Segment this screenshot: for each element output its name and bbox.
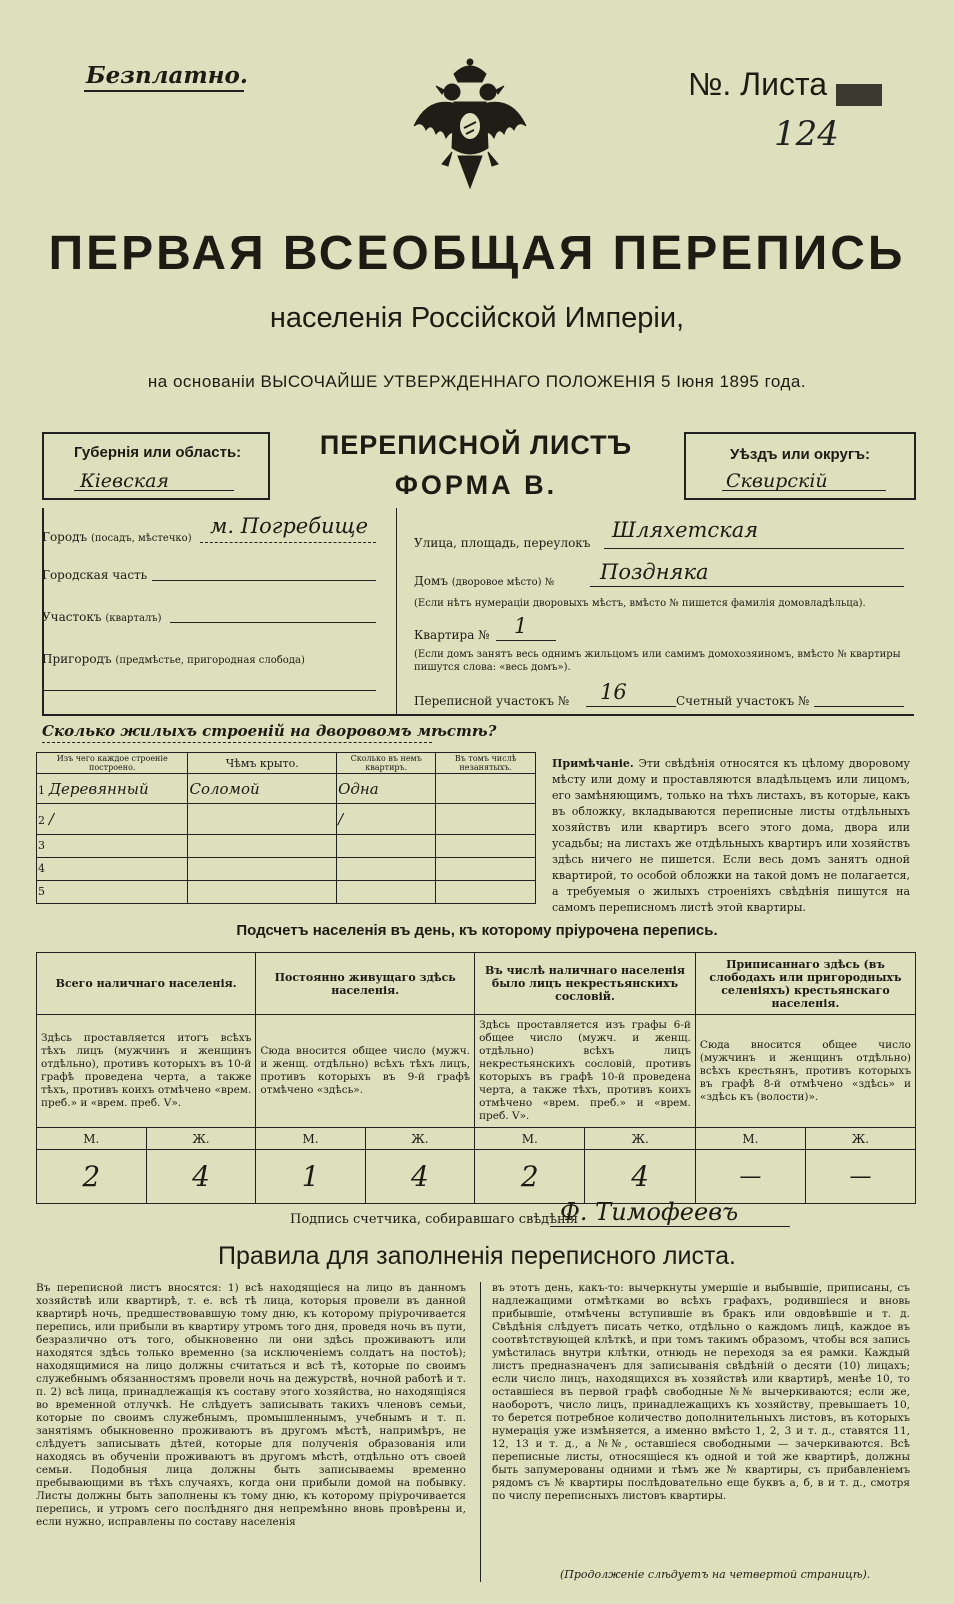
province-box xyxy=(42,432,270,500)
count-col1-title: Всего наличнаго населенія. xyxy=(37,953,256,1015)
count-col1-m: 2 xyxy=(37,1150,147,1204)
province-value: Кіевская xyxy=(80,470,169,492)
cell-roof: Соломой xyxy=(188,774,337,804)
district-box xyxy=(684,432,916,500)
precinct-label: Участокъ xyxy=(42,610,102,624)
f-label: Ж. xyxy=(146,1128,256,1150)
buildings-note xyxy=(552,756,910,916)
rules-title: Правила для заполненія переписного листа. xyxy=(218,1242,736,1270)
census-main-title: ПЕРВАЯ ВСЕОБЩАЯ ПЕРЕПИСЬ xyxy=(48,227,906,280)
count-col4-m: — xyxy=(695,1150,805,1204)
rules-right-column: въ этотъ день, какъ-то: вычеркнуты умершіе и выбывшіе, приписаны, съ надлежащими отмѣтками во всѣхъ графахъ, родившіеся и вновь прибывшіе, отмѣчены вступившіе въ бракъ или овдовѣвшіе и т. д. Свѣдѣнія слѣдуетъ писать четко, отдѣльно о каждомъ лицѣ, каждое въ соотвѣтствующей клѣткѣ, и при томъ такимъ образомъ, чтобы вся запись умѣстилась внутри клѣтки, отнюдь не переходя за ея рамки. Каждый листъ предназначенъ для записыванія свѣдѣній о десяти (10) лицахъ; если число лицъ, находящихся въ хозяйствѣ или квартирѣ, менѣе 10, то оставшіеся въ первой графѣ свободные №№ вычеркиваются; если же, наоборотъ, число лицъ, принадлежащихъ къ хозяйству, превышаетъ 10, то берется потребное количество дополнительныхъ листовъ, въ которыхъ нумерація уже измѣняется, а именно вмѣсто 1, 2, 3 и т. д., ставятся 11, 12, 13 и т. д., а №№, оставшіеся свободными — зачеркиваются. Всѣ переписные листы, относящіеся къ одной и той же квартирѣ, должны быть запумерованы одними и тѣмъ же № квартиры, съ прибавленіемъ рядомъ съ № квартиры послѣдовательно еще буквъ а, б, в и т. д., смотря по числу переписныхъ листовъ квартиры. xyxy=(492,1282,910,1502)
sheet-number-value: 124 xyxy=(774,114,839,154)
city-note: (посадъ, мѣстечко) xyxy=(90,533,192,544)
cell-apartments: Одна xyxy=(337,774,436,804)
cell-vacant xyxy=(436,774,536,804)
form-label: ФОРМА В. xyxy=(394,470,558,500)
apartment-label: Квартира № xyxy=(414,628,490,642)
city-label: Городъ xyxy=(42,530,88,544)
double-headed-eagle-icon xyxy=(408,56,532,196)
count-col3-desc: Здѣсь проставляется изъ графы 6-й общее число (мужч. и женщ. отдѣльно) всѣхъ лицъ некрестьянскихъ сословій, противъ которыхъ въ графѣ 10-й проведена черта, а также тѣхъ, противъ коихъ отмѣчено «врем. преб.» и «врем. преб. V». xyxy=(475,1015,696,1128)
m-label: М. xyxy=(695,1128,805,1150)
city-row xyxy=(42,530,192,544)
city-part-label: Городская часть xyxy=(42,568,148,582)
signature-value: Ф. Тимофеевъ xyxy=(560,1198,739,1226)
buildings-header-material: Изъ чего каждое строеніе построено. xyxy=(37,753,188,774)
buildings-header-apartments: Сколько въ немъ квартиръ. xyxy=(337,753,436,774)
address-divider xyxy=(396,508,397,714)
district-label: Уѣздъ или округъ: xyxy=(730,446,871,463)
district-value: Сквирскій xyxy=(726,470,828,492)
count-heading: Подсчетъ населенія въ день, къ которому пріурочена перепись. xyxy=(236,922,718,939)
count-col2-title: Постоянно живущаго здѣсь населенія. xyxy=(256,953,475,1015)
count-col2-m: 1 xyxy=(256,1150,365,1204)
rules-left-column: Въ переписной листъ вносятся: 1) всѣ находящіеся на лицо въ данномъ хозяйствѣ или квартирѣ, т. е. всѣ тѣ лица, которыя провели въ данной квартирѣ ночь, предшествовавшую тому дню, къ которому пріурочивается перепись, или прибыли въ квартиру утромъ того дня, проведя ночь въ пути, безразлично отъ того, обыкновенно ли они здѣсь проживаютъ или находятся здѣсь только временно (за исключеніемъ солдатъ на постоѣ); находящимися на лицо должны считаться и всѣ тѣ, которые по своимъ служебнымъ обязанностямъ провели ночь на дежурствѣ, ночной работѣ и т. п. 2) всѣ лица, принадлежащія къ составу этого хозяйства, но находящіяся во временной отлучкѣ. Не слѣдуетъ записывать такихъ членовъ семьи, которые по своимъ служебнымъ, промышленнымъ, учебнымъ и т. п. занятіямъ обыкновенно проживаютъ въ другомъ мѣстѣ, напримѣръ, не слѣдуетъ записывать дѣтей, которые для полученія образованія или находясь въ обученіи проживаютъ въ другомъ мѣстѣ, отдѣльно отъ своей семьи. Подобныя лица должны быть записываемы временно пребывающими въ тѣхъ случаяхъ, когда они прибыли домой на побывку. Листы должны быть заполнены къ тому дню, къ которому пріурочивается перепись, и утромъ сего послѣдняго дня непремѣнно вновь провѣрены и, если нужно, исправлены по составу населенія xyxy=(36,1282,466,1528)
house-value: Поздняка xyxy=(600,560,709,584)
house-hint: (Если нѣтъ нумераціи дворовыхъ мѣстъ, вмѣсто № пишется фамилія домовладѣльца). xyxy=(414,598,866,609)
count-col2-f: 4 xyxy=(365,1150,474,1204)
census-basis: на основаніи ВЫСОЧАЙШЕ УТВЕРЖДЕННАГО ПОЛОЖЕНІЯ 5 Іюня 1895 года. xyxy=(147,372,807,391)
m-label: М. xyxy=(475,1128,585,1150)
count-col2-desc: Сюда вносится общее число (мужч. и женщ. отдѣльно) всѣхъ тѣхъ лицъ, противъ которыхъ въ 9-й графѣ отмѣчено «здѣсь». xyxy=(256,1015,475,1128)
rules-divider xyxy=(480,1282,481,1582)
count-col1-f: 4 xyxy=(146,1150,256,1204)
province-label: Губернія или область: xyxy=(74,444,242,461)
f-label: Ж. xyxy=(585,1128,695,1150)
apartment-value: 1 xyxy=(514,614,528,638)
cell-vacant xyxy=(436,804,536,834)
signature-label: Подпись счетчика, собиравшаго свѣдѣнія xyxy=(290,1212,579,1227)
cell-material: / xyxy=(48,809,54,828)
precinct-note: (кварталъ) xyxy=(105,613,162,624)
count-table xyxy=(36,952,916,1204)
f-label: Ж. xyxy=(805,1128,915,1150)
free-label: Безплатно. xyxy=(86,62,248,89)
note-title: Примѣчаніе. xyxy=(552,757,634,770)
suburb-note: (предмѣстье, пригородная слобода) xyxy=(115,655,305,666)
count-col4-desc: Сюда вносится общее число (мужчинъ и женщинъ отдѣльно) всѣхъ крестьянъ, противъ которыхъ въ графѣ 8-й отмѣчено «здѣсь» и «здѣсь къ (волости)». xyxy=(695,1015,915,1128)
form-title: ПЕРЕПИСНОЙ ЛИСТЪ xyxy=(319,430,633,460)
count-col3-m: 2 xyxy=(475,1150,585,1204)
stamp-mark xyxy=(836,84,882,106)
buildings-question: Сколько жилыхъ строеній на дворовомъ мѣстѣ? xyxy=(42,722,497,740)
precinct-row xyxy=(42,610,162,624)
table-row: 3 xyxy=(37,834,536,857)
table-row: 1 Деревянный Соломой Одна xyxy=(37,774,536,804)
city-value: м. Погребище xyxy=(210,514,368,538)
house-note: (дворовое мѣсто) № xyxy=(451,577,555,588)
house-label: Домъ xyxy=(414,574,448,588)
cell-apartments: / xyxy=(337,804,436,834)
count-col4-f: — xyxy=(805,1150,915,1204)
suburb-label: Пригородъ xyxy=(42,652,112,666)
f-label: Ж. xyxy=(365,1128,474,1150)
suburb-row xyxy=(42,652,305,666)
cell-material: Деревянный xyxy=(48,779,149,798)
m-label: М. xyxy=(256,1128,365,1150)
cell-roof xyxy=(188,804,337,834)
note-text: Эти свѣдѣнія относятся къ цѣлому дворовому мѣсту или дому и проставляются владѣльцемъ или лицомъ, его замѣняющимъ, только на тѣхъ листахъ, въ которые, какъ въ обложку, вкладываются переписные листы отдѣльныхъ хозяйствъ или квартиръ всего этого дома, двора или усадьбы; на листахъ же отдѣльныхъ квартиръ или хозяйствъ здѣсь ничего не пишется. Если весь домъ занятъ одной квартирой, то особой обложки на такой домъ не полагается, а требуемыя о жилыхъ строеніяхъ свѣдѣнія пишутся на самомъ переписномъ листѣ этой квартиры. xyxy=(552,757,911,914)
buildings-header-roof: Чѣмъ крыто. xyxy=(188,753,337,774)
table-row: 4 xyxy=(37,857,536,880)
count-col3-f: 4 xyxy=(585,1150,695,1204)
count-col4-title: Приписаннаго здѣсь (въ слободахъ или пригородныхъ селеніяхъ) крестьянскаго населенія. xyxy=(695,953,915,1015)
m-label: М. xyxy=(37,1128,147,1150)
free-underline xyxy=(84,90,244,92)
house-row xyxy=(414,574,554,588)
census-subtitle: населенія Россійской Имперіи, xyxy=(269,302,685,334)
rules-continued: (Продолженіе слѣдуетъ на четвертой страницѣ). xyxy=(560,1568,871,1581)
apartment-hint: (Если домъ занятъ весь однимъ жильцомъ или самимъ домохозяиномъ, вмѣсто № квартиры пишутся слова: «весь домъ»). xyxy=(414,649,901,673)
street-value: Шляхетская xyxy=(612,518,759,542)
counting-district-label: Счетный участокъ № xyxy=(676,694,810,708)
table-row: 2 / / xyxy=(37,804,536,834)
census-district-value: 16 xyxy=(600,680,627,704)
sheet-number-label: №. Листа xyxy=(688,66,828,102)
census-district-label: Переписной участокъ № xyxy=(414,694,570,708)
street-label: Улица, площадь, переулокъ xyxy=(414,536,591,550)
count-col1-desc: Здѣсь проставляется итогъ всѣхъ тѣхъ лицъ (мужчинъ и женщинъ отдѣльно), противъ которыхъ въ 10-й графѣ проведена черта, а также тѣхъ, противъ коихъ отмѣчено «врем. преб.» и «врем. преб. V». xyxy=(37,1015,256,1128)
table-row: 5 xyxy=(37,880,536,903)
buildings-header-vacant: Въ томъ числѣ незанятыхъ. xyxy=(436,753,536,774)
count-col3-title: Въ числѣ наличнаго населенія было лицъ некрестьянскихъ сословій. xyxy=(475,953,696,1015)
buildings-table xyxy=(36,752,536,904)
